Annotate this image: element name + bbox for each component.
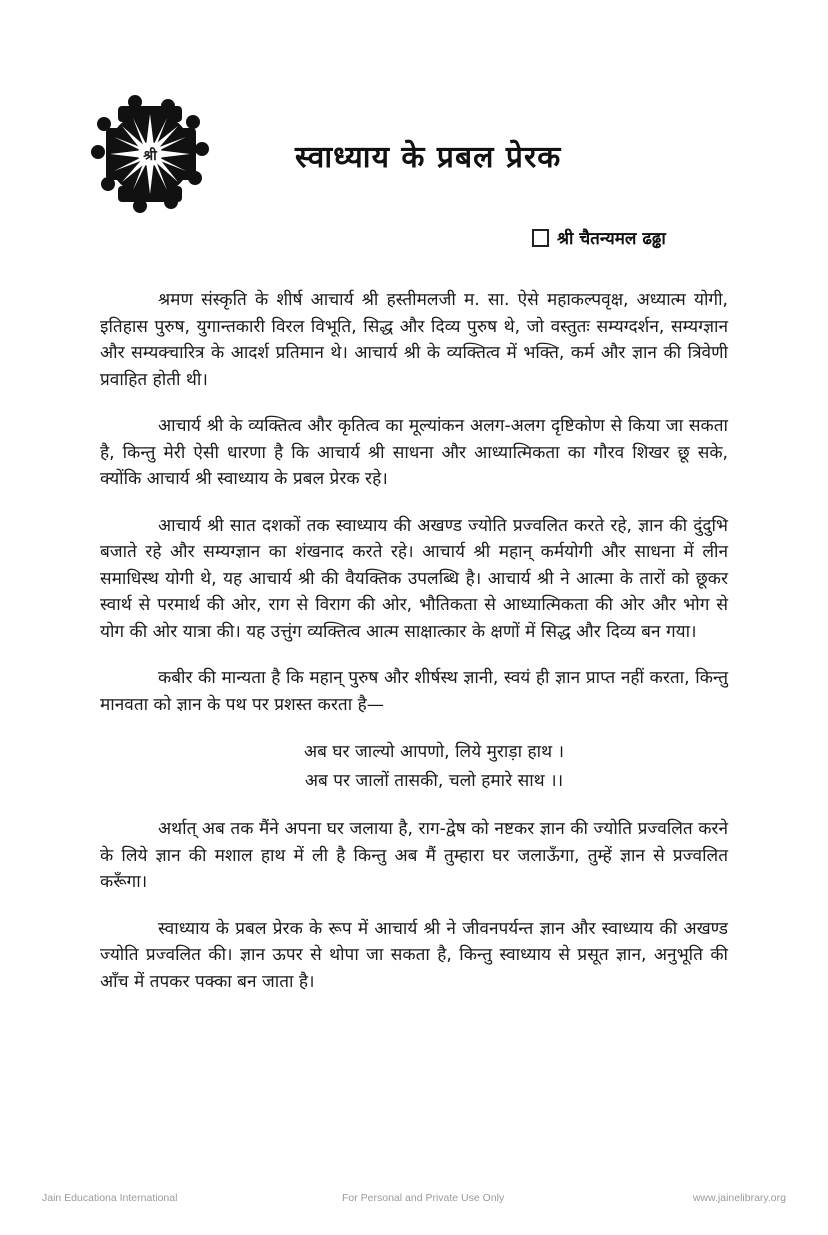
paragraph: अर्थात् अब तक मैंने अपना घर जलाया है, राग-द्वेष को नष्टकर ज्ञान की ज्योति प्रज्वलित करने के लिये ज्ञान की मशाल हाथ में ली है किन्तु अब मैं तुम्हारा घर जलाऊँगा, तुम्हें ज्ञान से प्रज्वलित करूँगा। (100, 819, 728, 892)
paragraph: स्वाध्याय के प्रबल प्रेरक के रूप में आचार्य श्री ने जीवनपर्यन्त ज्ञान और स्वाध्याय की अखण्ड ज्योति प्रज्वलित की। ज्ञान ऊपर से थोपा जा सकता है, किन्तु स्वाध्याय से प्रसूत ज्ञान, अनुभूति की आँच में तपकर पक्का बन जाता है। (100, 918, 728, 992)
paragraph: कबीर की मान्यता है कि महान् पुरुष और शीर्षस्थ ज्ञानी, स्वयं ही ज्ञान प्राप्त नहीं करता, किन्तु मानवता को ज्ञान के पथ पर प्रशस्त करता है— (100, 668, 728, 715)
author-byline (532, 226, 666, 249)
page-title: स्वाध्याय के प्रबल प्रेरक (295, 140, 562, 175)
footer-usage-note: For Personal and Private Use Only (342, 1192, 505, 1204)
paragraph: श्रमण संस्कृति के शीर्ष आचार्य श्री हस्तीमलजी म. सा. ऐसे महाकल्पवृक्ष, अध्यात्म योगी, इतिहास पुरुष, युगान्तकारी विरल विभूति, सिद्ध और दिव्य पुरुष थे, जो वस्तुतः सम्यग्दर्शन, सम्यग्ज्ञान और सम्यक्चारित्र के आदर्श प्रतिमान थे। आचार्य श्री के व्यक्तित्व में भक्ति, कर्म और ज्ञान की त्रिवेणी प्रवाहित होती थी। (100, 290, 728, 390)
jain-emblem-icon (88, 92, 212, 216)
square-bullet-icon (532, 229, 549, 247)
verse-line: अब घर जाल्यो आपणो, लिये मुराड़ा हाथ । (303, 742, 565, 762)
verse-line: अब पर जालों तासकी, चलो हमारे साथ ।। (304, 771, 564, 791)
paragraph: आचार्य श्री सात दशकों तक स्वाध्याय की अखण्ड ज्योति प्रज्वलित करते रहे, ज्ञान की दुंदुभि बजाते रहे और सम्यग्ज्ञान का शंखनाद करते रहे। आचार्य श्री महान् कर्मयोगी और साधना में लीन समाधिस्थ योगी थे, यह आचार्य श्री की वैयक्तिक उपलब्धि है। आचार्य श्री ने आत्मा के तारों को छूकर स्वार्थ से परमार्थ की ओर, राग से विराग की ओर, भौतिकता से आध्यात्मिकता की ओर और भोग से योग की ओर यात्रा की। यह उत्तुंग व्यक्तित्व आत्म साक्षात्कार के क्षणों में सिद्ध और दिव्य बन गया। (100, 515, 728, 642)
article-body (100, 287, 728, 1015)
svg-text:श्री: श्री (143, 148, 157, 164)
footer-website-link[interactable]: www.jainelibrary.org (692, 1192, 786, 1204)
footer-publisher: Jain Educationa International (42, 1192, 178, 1204)
verse-quote (100, 738, 728, 796)
paragraph: आचार्य श्री के व्यक्तित्व और कृतित्व का मूल्यांकन अलग-अलग दृष्टिकोण से किया जा सकता है, किन्तु मेरी ऐसी धारणा है कि आचार्य श्री साधना और आध्यात्मिकता का गौरव शिखर छू सके, क्योंकि आचार्य श्री स्वाध्याय के प्रबल प्रेरक रहे। (100, 416, 728, 489)
author-name: श्री चैतन्यमल ढढ्ढा (557, 229, 666, 249)
